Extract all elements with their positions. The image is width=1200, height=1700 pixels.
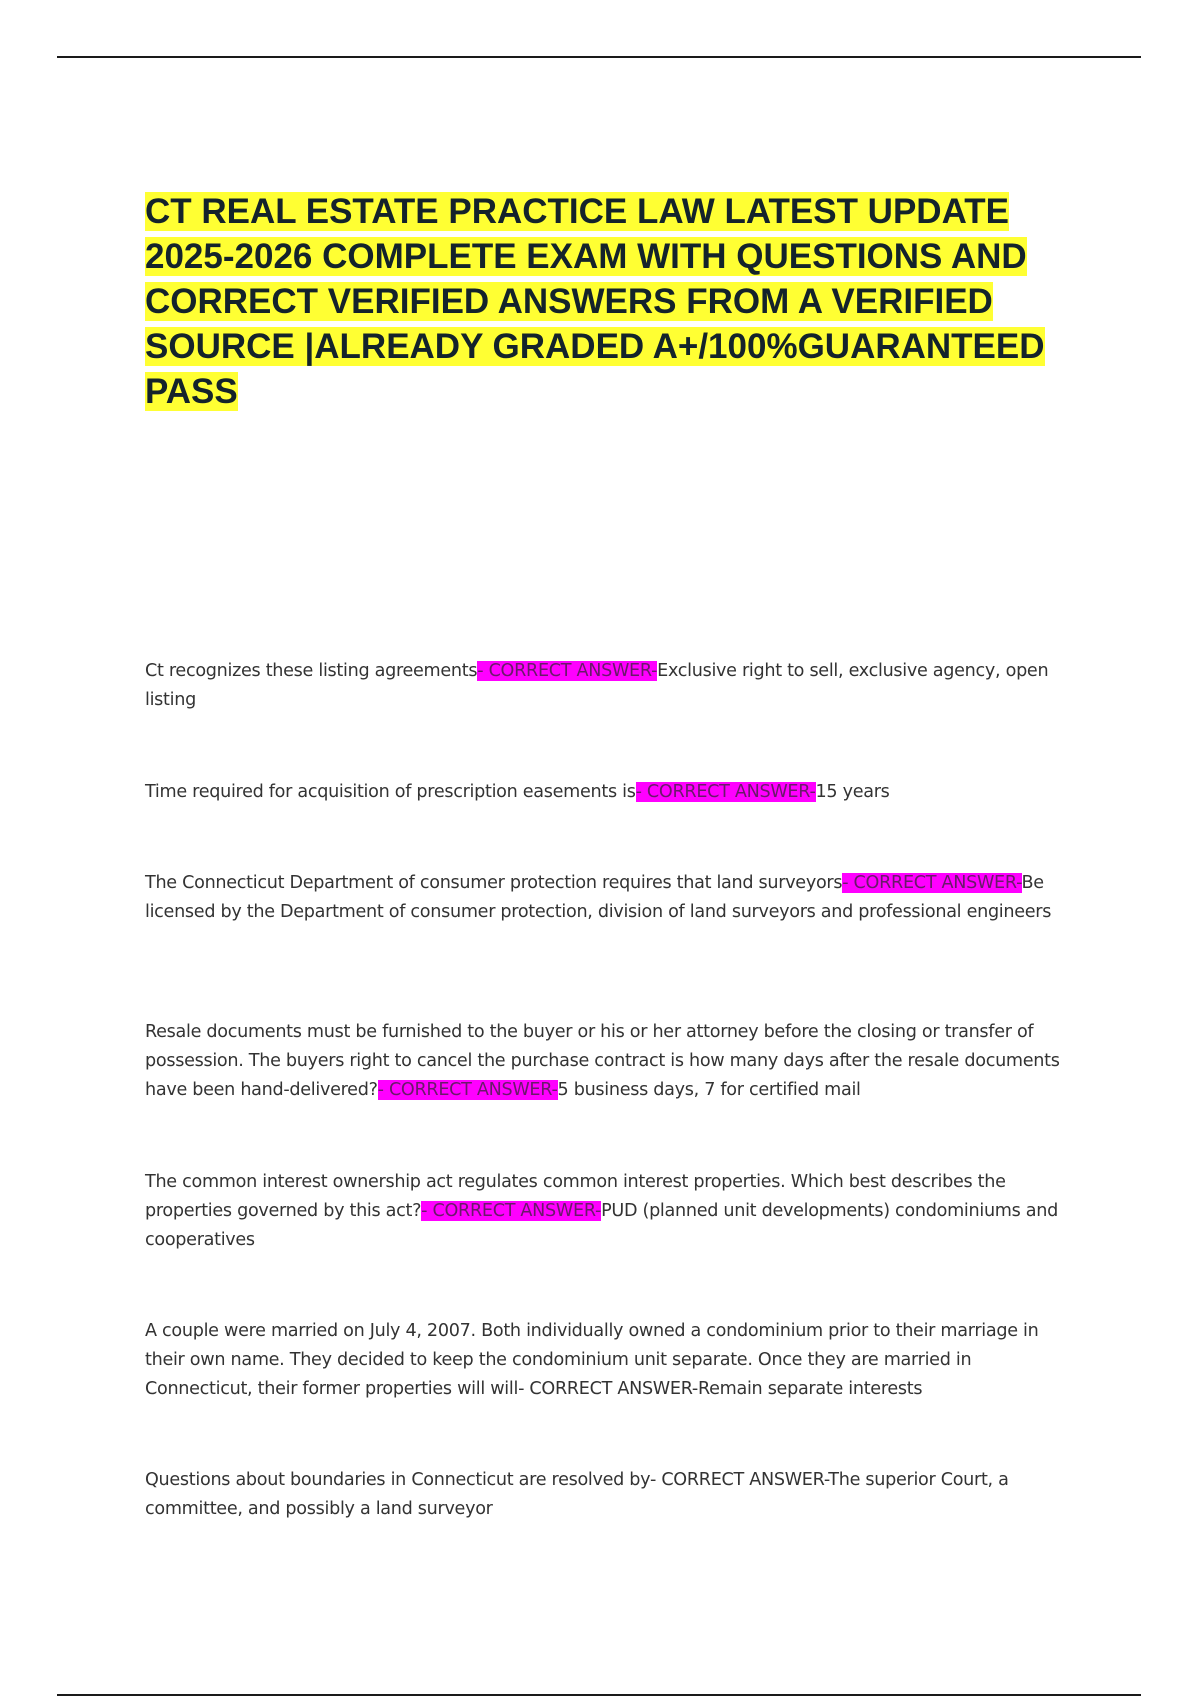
answer-text: PUD (planned unit developments) condominiums and cooperatives xyxy=(145,1201,1058,1250)
correct-answer-marker: - CORRECT ANSWER- xyxy=(842,873,1022,893)
qa-item-6 xyxy=(145,1317,1065,1404)
question-text: Questions about boundaries in Connecticut are resolved by xyxy=(145,1470,650,1490)
document-title xyxy=(145,189,1075,414)
answer-text: The superior Court, a committee, and possibly a land surveyor xyxy=(145,1470,1009,1519)
qa-item-5 xyxy=(145,1168,1065,1255)
question-text: Ct recognizes these listing agreements xyxy=(145,661,478,681)
question-text: The Connecticut Department of consumer protection requires that land surveyors xyxy=(145,873,843,893)
title-highlight: CT REAL ESTATE PRACTICE LAW LATEST UPDATE 2025-2026 COMPLETE EXAM WITH QUESTIONS AND CORRECT VERIFIED ANSWERS FROM A VERIFIED SOURCE |ALREADY GRADED A+/100%GUARANTEED PASS xyxy=(145,192,1045,411)
qa-item-2 xyxy=(145,778,1065,807)
correct-answer-marker: - CORRECT ANSWER- xyxy=(477,661,658,681)
bottom-rule xyxy=(57,1694,1141,1696)
answer-marker-plain: - CORRECT ANSWER- xyxy=(518,1379,698,1399)
correct-answer-marker: - CORRECT ANSWER- xyxy=(421,1201,602,1221)
qa-item-1 xyxy=(145,657,1065,715)
top-rule xyxy=(57,56,1141,58)
answer-text: Be licensed by the Department of consumer protection, division of land surveyors and professional engineers xyxy=(145,873,1052,922)
question-text: The common interest ownership act regulates common interest properties. Which best describes the properties governed by this act? xyxy=(145,1172,1006,1221)
question-text: Time required for acquisition of prescription easements is xyxy=(145,782,636,802)
answer-marker-plain: - CORRECT ANSWER- xyxy=(649,1470,829,1490)
correct-answer-marker: - CORRECT ANSWER- xyxy=(377,1080,558,1100)
question-text: Resale documents must be furnished to the buyer or his or her attorney before the closing or transfer of possession. The buyers right to cancel the purchase contract is how many days after the resale documents have been hand-delivered? xyxy=(145,1022,1060,1100)
correct-answer-marker: - CORRECT ANSWER- xyxy=(635,782,816,802)
question-text: A couple were married on July 4, 2007. Both individually owned a condominium prior to their marriage in their own name. They decided to keep the condominium unit separate. Once they are married in Connecticut, their former properties will will xyxy=(145,1321,1039,1399)
qa-item-3 xyxy=(145,869,1065,927)
qa-item-4 xyxy=(145,1018,1065,1105)
answer-text: Remain separate interests xyxy=(697,1379,923,1399)
answer-text: Exclusive right to sell, exclusive agency, open listing xyxy=(145,661,1049,710)
qa-item-7 xyxy=(145,1466,1065,1524)
answer-text: 15 years xyxy=(815,782,890,802)
answer-text: 5 business days, 7 for certified mail xyxy=(557,1080,861,1100)
